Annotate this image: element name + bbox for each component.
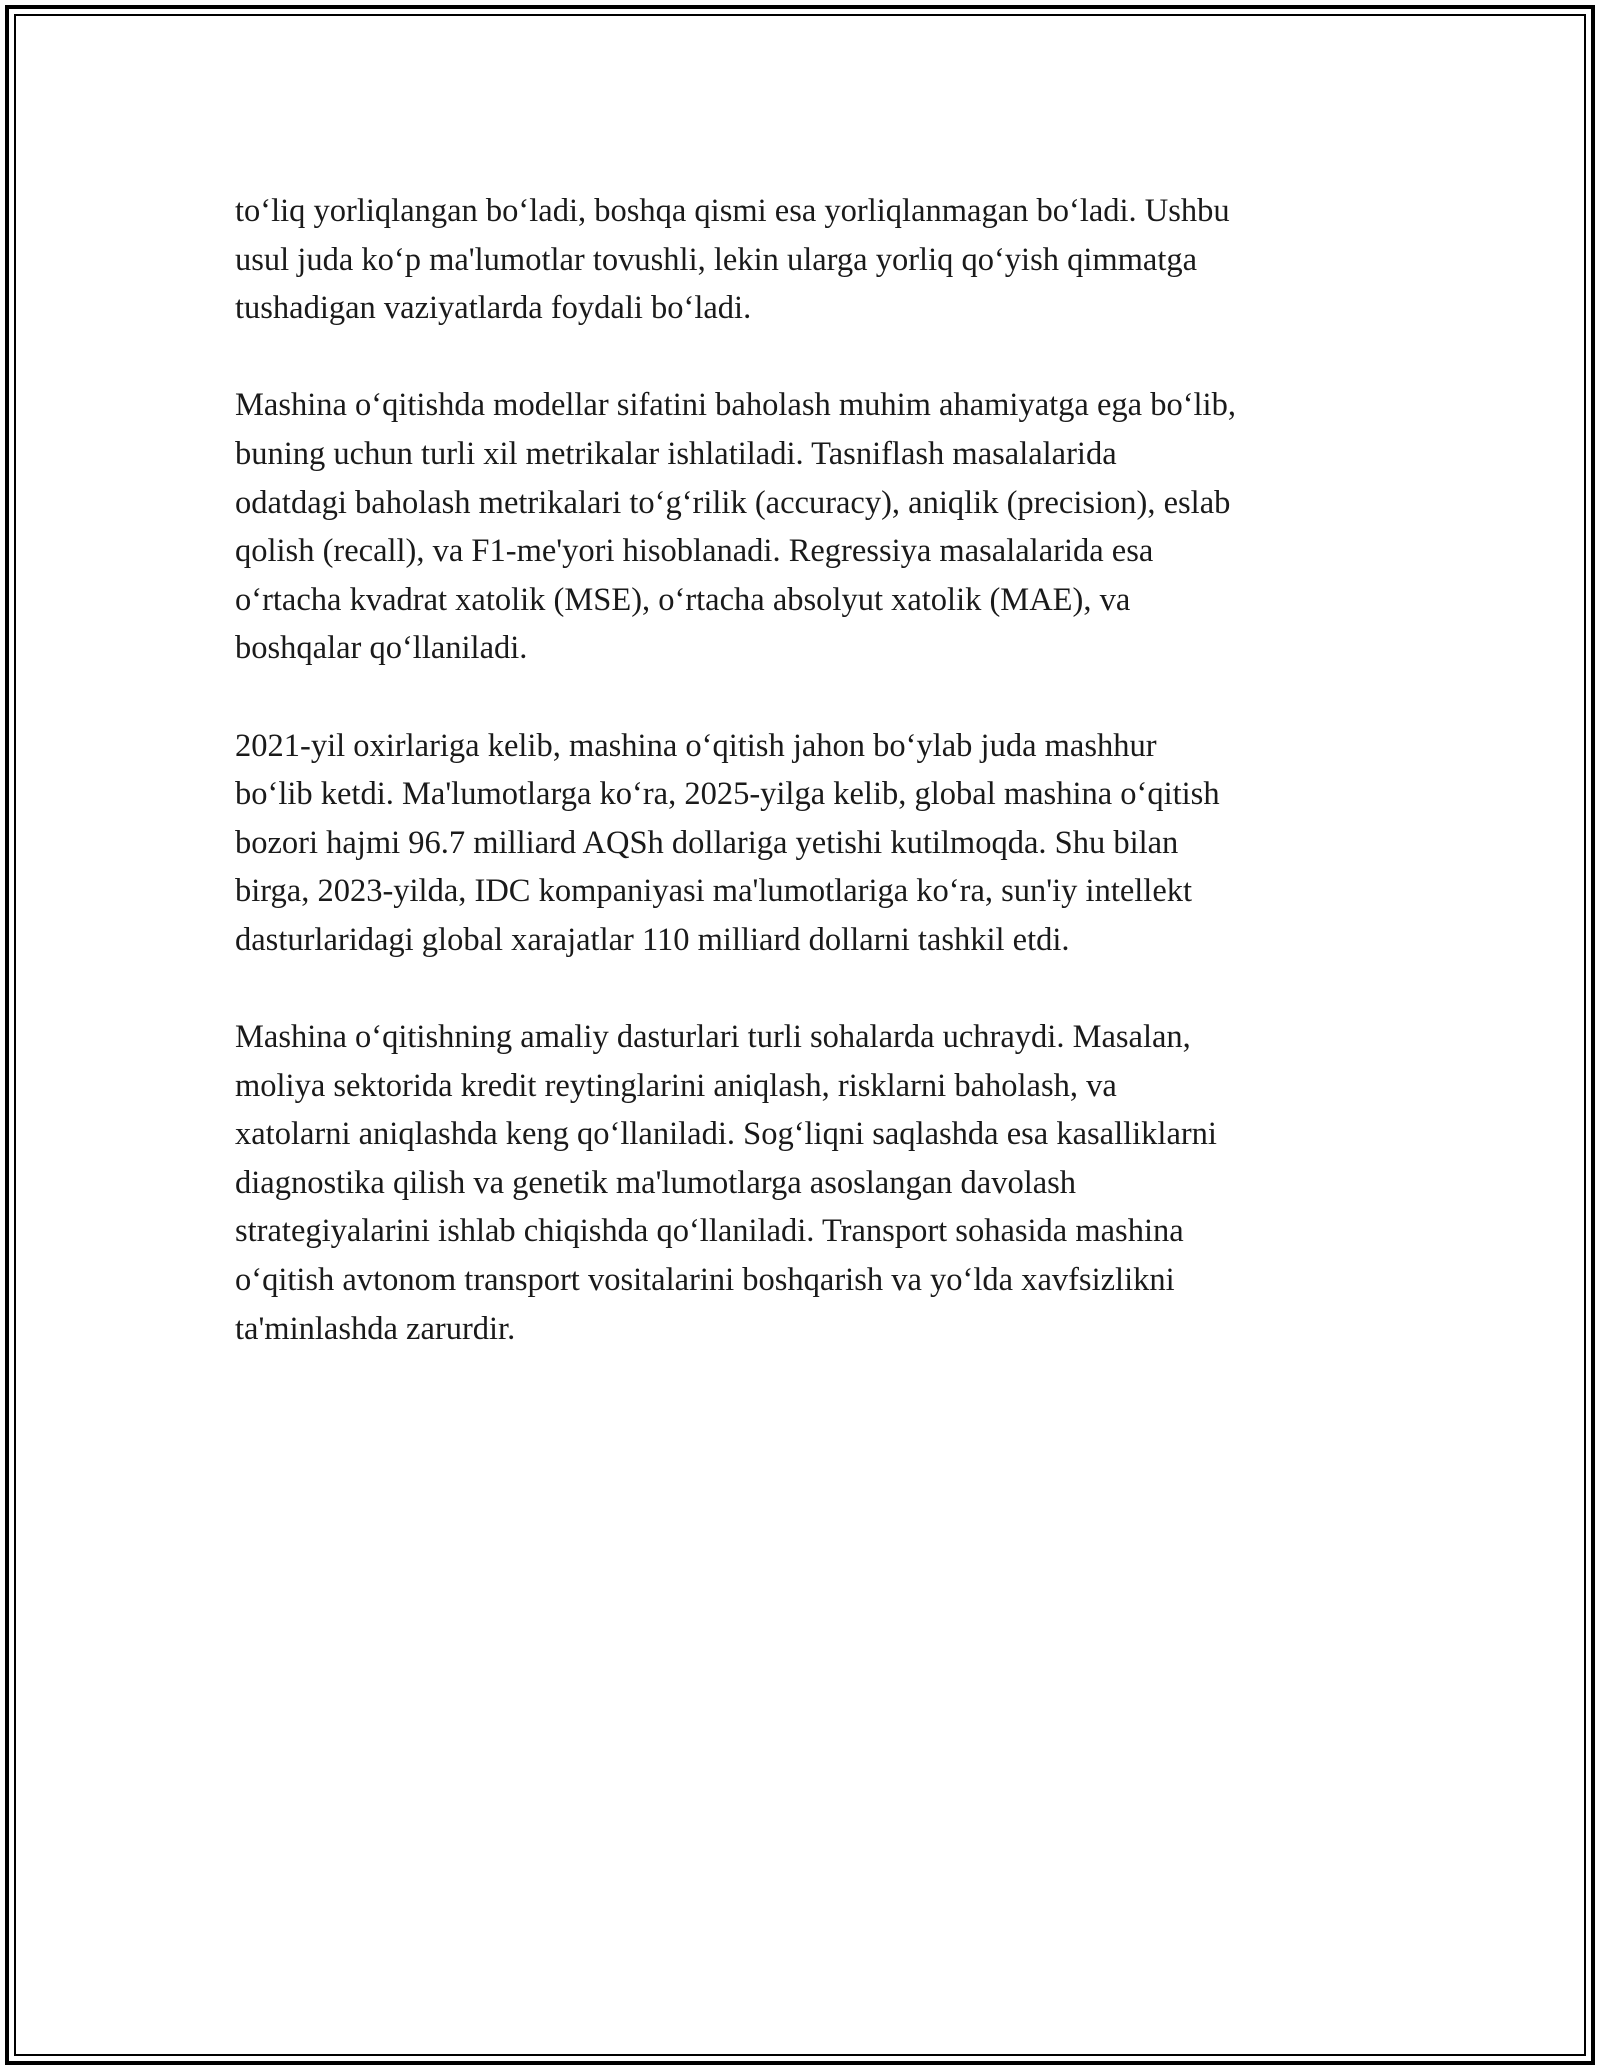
text-line: strategiyalarini ishlab chiqishda qo‘llaniladi. Transport sohasida mashina [235,1213,1184,1250]
text-line: to‘liq yorliqlangan bo‘ladi, boshqa qismi esa yorliqlanmagan bo‘ladi. Ushbu [235,193,1230,229]
text-line: dasturlaridagi global xarajatlar 110 milliard dollarni tashkil etdi. [235,921,1070,958]
paragraph-market [235,722,1370,965]
text-line: o‘qitish avtonom transport vositalarini boshqarish va yo‘lda xavfsizlikni [235,1262,1175,1299]
document-body [235,187,1370,1402]
text-line: ta'minlashda zarurdir. [235,1310,516,1347]
text-line: Mashina o‘qitishning amaliy dasturlari turli sohalarda uchraydi. Masalan, [235,1019,1191,1056]
text-line: moliya sektorida kredit reytinglarini aniqlash, risklarni baholash, va [235,1067,1117,1104]
text-line: o‘rtacha kvadrat xatolik (MSE), o‘rtacha absolyut xatolik (MAE), va [235,581,1131,618]
paragraph-metrics [235,381,1370,673]
text-line: Mashina o‘qitishda modellar sifatini baholash muhim ahamiyatga ega bo‘lib, [235,387,1236,424]
paragraph-applications [235,1013,1370,1353]
text-line: xatolarni aniqlashda keng qo‘llaniladi. Sog‘liqni saqlashda esa kasalliklarni [235,1116,1217,1153]
text-line: tushadigan vaziyatlarda foydali bo‘ladi. [235,290,752,327]
text-line: qolish (recall), va F1-me'yori hisoblanadi. Regressiya masalalarida esa [235,533,1154,570]
text-line: usul juda ko‘p ma'lumotlar tovushli, lekin ularga yorliq qo‘yish qimmatga [235,241,1198,278]
text-line: bozori hajmi 96.7 milliard AQSh dollariga yetishi kutilmoqda. Shu bilan [235,824,1179,861]
text-line: diagnostika qilish va genetik ma'lumotlarga asoslangan davolash [235,1164,1077,1201]
text-line: buning uchun turli xil metrikalar ishlatiladi. Tasniflash masalalarida [235,435,1117,472]
text-line: bo‘lib ketdi. Ma'lumotlarga ko‘ra, 2025-yilga kelib, global mashina o‘qitish [235,776,1220,813]
text-line: odatdagi baholash metrikalari to‘g‘rilik (accuracy), aniqlik (precision), eslab [235,484,1231,521]
paragraph-semi-supervised [235,187,1370,333]
text-line: boshqalar qo‘llaniladi. [235,630,528,667]
text-line: birga, 2023-yilda, IDC kompaniyasi ma'lumotlariga ko‘ra, sun'iy intellekt [235,873,1193,910]
text-line: 2021-yil oxirlariga kelib, mashina o‘qitish jahon bo‘ylab juda mashhur [235,727,1157,764]
